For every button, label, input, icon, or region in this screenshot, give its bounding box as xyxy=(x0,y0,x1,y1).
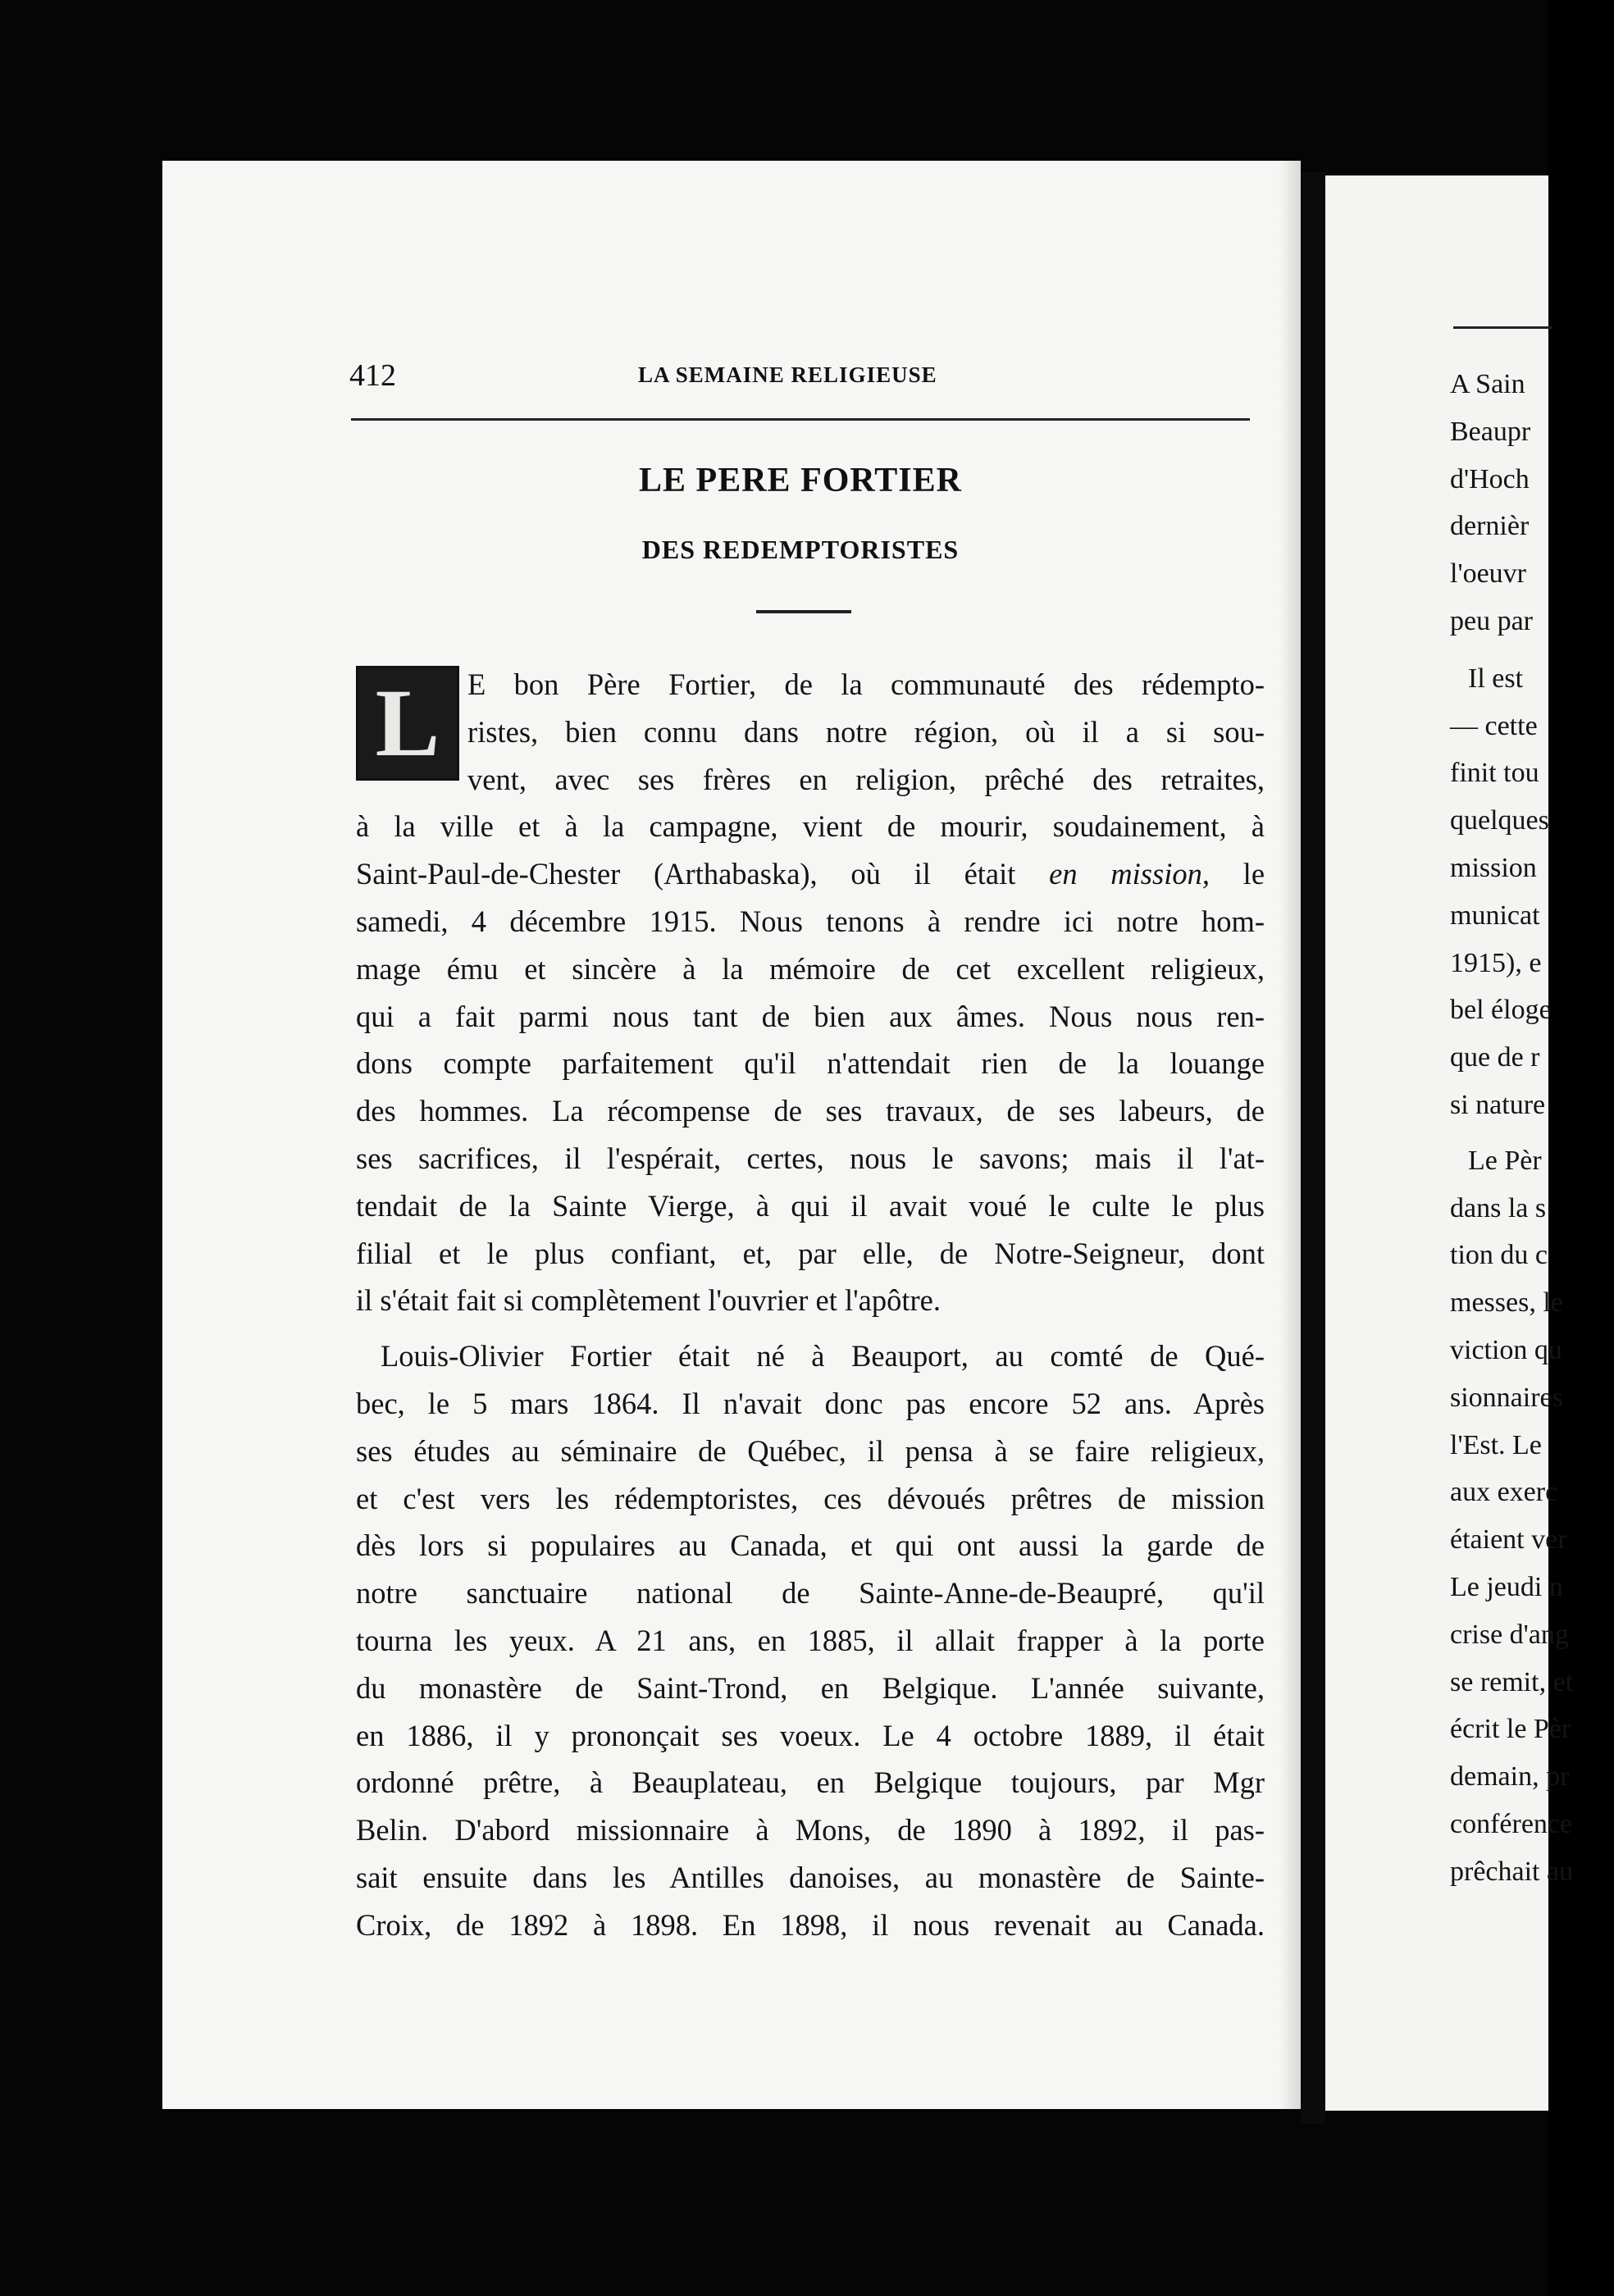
running-title: LA SEMAINE RELIGIEUSE xyxy=(638,362,937,387)
paragraph-2-line: Belin. D'abord missionnaire à Mons, de 1890 à 1892, il pas- xyxy=(356,1813,1265,1847)
paragraph-2-line: bec, le 5 mars 1864. Il n'avait donc pas encore 52 ans. Après xyxy=(356,1386,1265,1420)
paragraph-2-line: ses études au séminaire de Québec, il pensa à se faire religieux, xyxy=(356,1433,1265,1468)
paragraph-2-line: dès lors si populaires au Canada, et qui ont aussi la garde de xyxy=(356,1528,1265,1563)
facing-page-line: dans la s xyxy=(1450,1192,1547,1223)
paragraph-2-line: et c'est vers les rédemptoristes, ces dévoués prêtres de mission xyxy=(356,1481,1265,1515)
paragraph-1-line: vent, avec ses frères en religion, prêché des retraites, xyxy=(467,762,1265,796)
facing-page-line: demain, pr xyxy=(1450,1761,1570,1793)
paragraph-2-line: notre sanctuaire national de Sainte-Anne-de-Beaupré, qu'il xyxy=(356,1576,1265,1610)
facing-page-text xyxy=(1450,361,1614,1896)
ornamental-drop-cap xyxy=(356,666,459,781)
facing-page-line: 1915), e xyxy=(1450,947,1542,978)
book-gutter xyxy=(1301,172,1325,2124)
paragraph-2-line: Louis-Olivier Fortier était né à Beauport, au comté de Qué- xyxy=(381,1339,1265,1374)
facing-page-line: étaient ver xyxy=(1450,1524,1567,1556)
paragraph-1-line: ses sacrifices, il l'espérait, certes, nous le savons; mais il l'at- xyxy=(356,1141,1265,1175)
facing-page-head-rule xyxy=(1453,326,1552,329)
paragraph-1-line: des hommes. La récompense de ses travaux, de ses labeurs, de xyxy=(356,1094,1265,1128)
facing-page-line: si nature xyxy=(1450,1089,1546,1120)
title-rule xyxy=(756,610,851,613)
paragraph-1-line: filial et le plus confiant, et, par elle, de Notre-Seigneur, dont xyxy=(356,1236,1265,1270)
paragraph-2-line: du monastère de Saint-Trond, en Belgique. L'année suivante, xyxy=(356,1670,1265,1705)
facing-page-line: sionnaires xyxy=(1450,1382,1563,1413)
facing-page-line: conférence xyxy=(1450,1808,1573,1839)
facing-page-line: A Sain xyxy=(1450,369,1525,399)
facing-page-line: Il est xyxy=(1468,663,1524,694)
paragraph-1-line: qui a fait parmi nous tant de bien aux âmes. Nous nous ren- xyxy=(356,999,1265,1033)
facing-page-line: — cette xyxy=(1450,710,1538,741)
page-number: 412 xyxy=(349,358,396,393)
facing-page-line: prêchait au xyxy=(1450,1856,1574,1887)
paragraph-1-line: ristes, bien connu dans notre région, où il a si sou- xyxy=(467,714,1265,749)
facing-page-line: se remit, et xyxy=(1450,1666,1574,1697)
article-subtitle: DES REDEMPTORISTES xyxy=(641,535,960,564)
facing-page-line: aux exerc xyxy=(1450,1477,1558,1508)
facing-page-line: viction qu xyxy=(1450,1334,1562,1365)
facing-page-line: bel éloge xyxy=(1450,995,1552,1026)
facing-page-line: d'Hoch xyxy=(1450,463,1530,494)
facing-page-line: messes, le xyxy=(1450,1287,1563,1319)
facing-page-line: Le Pèr xyxy=(1468,1145,1542,1176)
facing-page-line: tion du c xyxy=(1450,1240,1548,1271)
paragraph-1-line: mage ému et sincère à la mémoire de cet excellent religieux, xyxy=(356,951,1265,986)
facing-page-line: municat xyxy=(1450,900,1540,931)
paragraph-1-line: il s'était fait si complètement l'ouvrier et l'apôtre. xyxy=(356,1283,941,1318)
facing-page-line: crise d'ang xyxy=(1450,1619,1569,1650)
facing-page-line: quelques xyxy=(1450,805,1549,836)
facing-page-line: que de r xyxy=(1450,1042,1540,1073)
facing-page-line: Le jeudi n xyxy=(1450,1571,1563,1602)
drop-cap-letter: L xyxy=(375,669,440,777)
paragraph-2-line: Croix, de 1892 à 1898. En 1898, il nous revenait au Canada. xyxy=(356,1907,1265,1942)
paragraph-1-line: Saint-Paul-de-Chester (Arthabaska), où il était en mission, le xyxy=(356,857,1265,891)
facing-page-line: dernièr xyxy=(1450,511,1530,542)
facing-page-line: peu par xyxy=(1450,605,1534,636)
facing-page-line: l'Est. Le xyxy=(1450,1429,1542,1460)
paragraph-1-line: dons compte parfaitement qu'il n'attendait rien de la louange xyxy=(356,1046,1265,1081)
facing-page-line: finit tou xyxy=(1450,758,1539,789)
paragraph-1-line: tendait de la Sainte Vierge, à qui il avait voué le culte le plus xyxy=(356,1188,1265,1223)
page-edge-shadow xyxy=(1279,161,1301,2109)
paragraph-1-line: à la ville et à la campagne, vient de mourir, soudainement, à xyxy=(356,809,1265,844)
paragraph-2 xyxy=(356,1332,1265,1948)
facing-page-line: écrit le Pèr xyxy=(1450,1714,1571,1745)
paragraph-2-line: ordonné prêtre, à Beauplateau, en Belgique toujours, par Mgr xyxy=(356,1765,1265,1800)
header-rule xyxy=(351,418,1250,421)
running-head xyxy=(189,358,1255,399)
facing-page-line: mission xyxy=(1450,852,1537,883)
paragraph-1 xyxy=(356,661,1265,1324)
paragraph-2-line: en 1886, il y prononçait ses voeux. Le 4 octobre 1889, il était xyxy=(356,1718,1265,1752)
paragraph-2-line: sait ensuite dans les Antilles danoises, au monastère de Sainte- xyxy=(356,1860,1265,1894)
paragraph-1-line: E bon Père Fortier, de la communauté des rédempto- xyxy=(467,667,1265,701)
paragraph-1-line: samedi, 4 décembre 1915. Nous tenons à rendre ici notre hom- xyxy=(356,904,1265,938)
article-title: LE PERE FORTIER xyxy=(639,462,962,499)
article-body xyxy=(356,661,1265,1949)
paragraph-2-line: tourna les yeux. A 21 ans, en 1885, il allait frapper à la porte xyxy=(356,1623,1265,1657)
facing-page-line: l'oeuvr xyxy=(1450,558,1526,590)
facing-page-line: Beaupr xyxy=(1450,416,1531,447)
